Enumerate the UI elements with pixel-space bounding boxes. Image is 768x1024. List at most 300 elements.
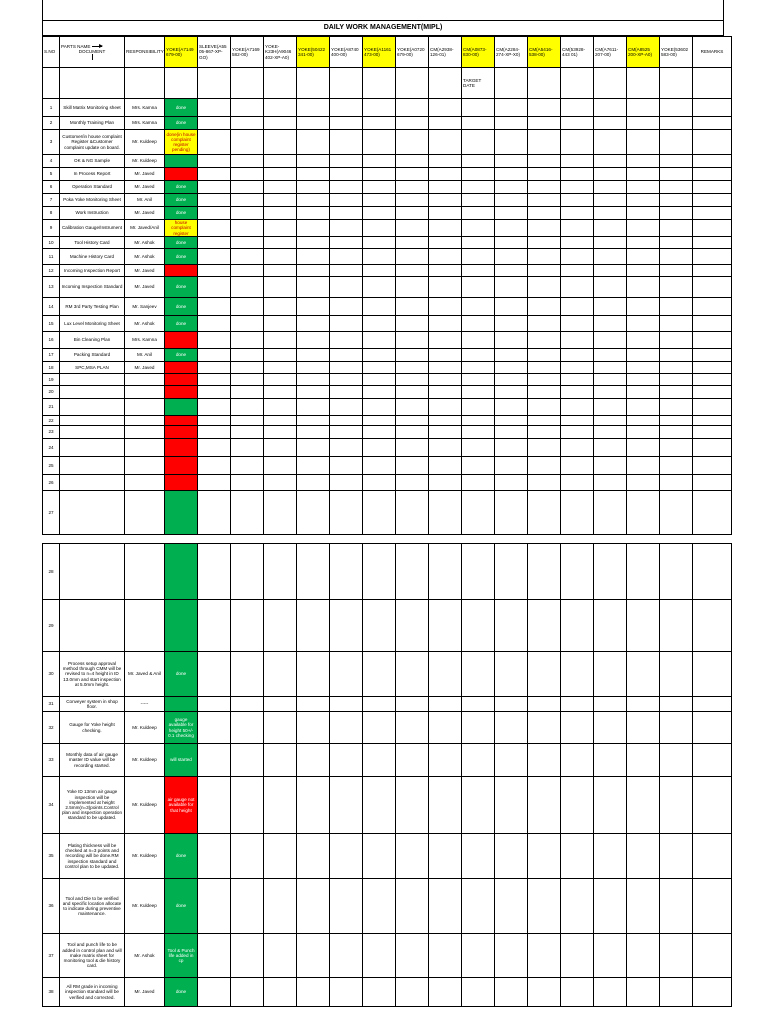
row-cell [528, 879, 561, 934]
row-cell [693, 316, 732, 332]
row-cell [429, 386, 462, 399]
row-cell [264, 117, 297, 130]
row-cell [198, 130, 231, 155]
row-cell [495, 298, 528, 316]
row-cell [429, 362, 462, 374]
row-cell [297, 332, 330, 349]
row-cell [693, 934, 732, 978]
row-cell [495, 220, 528, 237]
row-cell [660, 168, 693, 181]
row-cell [231, 249, 264, 265]
row-cell [660, 130, 693, 155]
row-cell [495, 249, 528, 265]
row-cell [264, 181, 297, 194]
row-cell [462, 265, 495, 277]
table-row [43, 934, 732, 978]
row-cell [462, 544, 495, 600]
row-document: Operation Standard [60, 181, 125, 194]
row-cell [660, 349, 693, 362]
row-cell [594, 117, 627, 130]
row-cell [693, 712, 732, 744]
row-cell [231, 491, 264, 535]
row-sno: 16 [43, 332, 60, 349]
table-row [43, 439, 732, 457]
row-cell [429, 416, 462, 426]
row-status: done [165, 249, 198, 265]
row-cell [297, 386, 330, 399]
row-cell [330, 277, 363, 298]
row-cell [528, 207, 561, 220]
row-cell [627, 117, 660, 130]
row-cell [231, 777, 264, 834]
target-date-row [43, 68, 732, 99]
row-cell [462, 934, 495, 978]
row-cell [264, 399, 297, 416]
row-cell [297, 362, 330, 374]
row-cell [660, 207, 693, 220]
row-cell [627, 99, 660, 117]
row-cell [561, 457, 594, 475]
row-cell [330, 194, 363, 207]
sheet-title: DAILY WORK MANAGEMENT(MIPL) [42, 21, 724, 36]
table-row [43, 332, 732, 349]
row-cell [528, 712, 561, 744]
row-cell [363, 879, 396, 934]
row-cell [396, 386, 429, 399]
row-status [165, 600, 198, 652]
row-cell [660, 439, 693, 457]
row-cell [660, 934, 693, 978]
row-responsibility [125, 399, 165, 416]
row-responsibility: Mr. Ashok [125, 237, 165, 249]
row-responsibility: ----- [125, 697, 165, 712]
row-cell [429, 744, 462, 777]
row-cell [429, 168, 462, 181]
header-part-10: CM(A2284-274-XP-X0) [495, 37, 528, 68]
row-cell [231, 298, 264, 316]
row-cell [363, 712, 396, 744]
header-part-4: YOKE(50422 341-00) [297, 37, 330, 68]
row-status [165, 439, 198, 457]
target-cell-18 [660, 68, 693, 99]
header-part-0: YOKE(A7149 679-00) [165, 37, 198, 68]
row-cell [198, 220, 231, 237]
table-row [43, 277, 732, 298]
row-cell [627, 475, 660, 491]
target-cell-3 [165, 68, 198, 99]
table-row [43, 744, 732, 777]
row-cell [363, 426, 396, 439]
row-sno: 18 [43, 362, 60, 374]
row-cell [264, 934, 297, 978]
row-cell [528, 349, 561, 362]
row-cell [528, 457, 561, 475]
row-cell [231, 374, 264, 386]
row-cell [594, 130, 627, 155]
row-cell [594, 834, 627, 879]
row-cell [264, 834, 297, 879]
row-cell [660, 426, 693, 439]
row-status: will started [165, 744, 198, 777]
row-cell [330, 374, 363, 386]
row-cell [693, 332, 732, 349]
table-row [43, 99, 732, 117]
row-cell [495, 697, 528, 712]
row-status [165, 362, 198, 374]
row-cell [198, 652, 231, 697]
row-cell [330, 130, 363, 155]
row-cell [264, 491, 297, 535]
row-document [60, 475, 125, 491]
row-cell [660, 399, 693, 416]
header-responsibility: RESPONSIBILITY [125, 37, 165, 68]
row-cell [594, 744, 627, 777]
row-cell [198, 491, 231, 535]
row-cell [264, 277, 297, 298]
row-cell [594, 237, 627, 249]
row-cell [297, 117, 330, 130]
row-cell [561, 249, 594, 265]
row-cell [693, 277, 732, 298]
row-document [60, 544, 125, 600]
row-status: done [165, 978, 198, 1007]
row-cell [429, 712, 462, 744]
row-cell [330, 99, 363, 117]
row-cell [660, 362, 693, 374]
row-cell [231, 600, 264, 652]
row-cell [396, 237, 429, 249]
row-cell [231, 155, 264, 168]
row-cell [495, 181, 528, 194]
row-cell [297, 168, 330, 181]
row-document: Calibration Gauge/Instrument [60, 220, 125, 237]
header-row [43, 37, 732, 68]
row-cell [627, 316, 660, 332]
table-row [43, 265, 732, 277]
row-cell [627, 362, 660, 374]
row-cell [594, 374, 627, 386]
row-cell [363, 237, 396, 249]
row-cell [660, 834, 693, 879]
row-cell [462, 777, 495, 834]
row-document [60, 426, 125, 439]
row-cell [297, 249, 330, 265]
row-cell [198, 249, 231, 265]
row-cell [528, 277, 561, 298]
row-cell [627, 744, 660, 777]
row-cell [594, 978, 627, 1007]
row-cell [264, 386, 297, 399]
header-part-11: CM(A5416-538-00) [528, 37, 561, 68]
row-responsibility: Mr. Kuldeep [125, 712, 165, 744]
row-cell [495, 277, 528, 298]
target-cell-14 [528, 68, 561, 99]
row-cell [363, 544, 396, 600]
row-cell [528, 181, 561, 194]
row-cell [396, 130, 429, 155]
target-cell-16 [594, 68, 627, 99]
row-cell [363, 697, 396, 712]
row-cell [330, 416, 363, 426]
row-cell [297, 298, 330, 316]
row-cell [396, 277, 429, 298]
row-cell [396, 194, 429, 207]
row-cell [231, 117, 264, 130]
table-row [43, 207, 732, 220]
row-document: Packing Standard [60, 349, 125, 362]
row-cell [627, 834, 660, 879]
row-cell [693, 237, 732, 249]
row-sno: 27 [43, 491, 60, 535]
row-cell [561, 426, 594, 439]
row-cell [495, 99, 528, 117]
row-cell [660, 652, 693, 697]
row-cell [462, 491, 495, 535]
row-cell [198, 181, 231, 194]
row-cell [462, 316, 495, 332]
row-cell [627, 457, 660, 475]
row-sno: 29 [43, 600, 60, 652]
table-row [43, 834, 732, 879]
table-row [43, 426, 732, 439]
row-cell [330, 934, 363, 978]
row-responsibility: Mrs. Kamna [125, 99, 165, 117]
row-cell [495, 652, 528, 697]
row-cell [594, 457, 627, 475]
row-cell [594, 544, 627, 600]
row-cell [264, 457, 297, 475]
table-row [43, 298, 732, 316]
row-cell [660, 491, 693, 535]
row-cell [330, 426, 363, 439]
row-cell [396, 265, 429, 277]
row-cell [528, 777, 561, 834]
row-responsibility: Mr. Javed [125, 277, 165, 298]
row-cell [264, 712, 297, 744]
row-cell [198, 155, 231, 168]
header-part-12: CM(53928-443 01) [561, 37, 594, 68]
header-remarks: REMARKS [693, 37, 732, 68]
row-cell [627, 777, 660, 834]
arrow-down-icon [92, 54, 93, 60]
row-cell [330, 155, 363, 168]
row-cell [528, 194, 561, 207]
row-cell [198, 600, 231, 652]
row-cell [660, 544, 693, 600]
row-cell [594, 155, 627, 168]
row-cell [330, 697, 363, 712]
row-cell [561, 362, 594, 374]
row-cell [297, 712, 330, 744]
row-cell [429, 777, 462, 834]
row-cell [594, 416, 627, 426]
row-cell [561, 652, 594, 697]
row-cell [297, 457, 330, 475]
row-cell [693, 544, 732, 600]
row-document: Plating thickness will be checked at n=3 points and recording will be done.RM inspection standard and control plan to be updated. [60, 834, 125, 879]
row-cell [429, 934, 462, 978]
row-cell [495, 265, 528, 277]
row-document: Monthly data of air gauge master ID value will be recording started. [60, 744, 125, 777]
row-cell [429, 426, 462, 439]
row-status: done [165, 879, 198, 934]
row-cell [330, 220, 363, 237]
row-cell [429, 117, 462, 130]
row-status [165, 457, 198, 475]
row-sno: 24 [43, 439, 60, 457]
row-cell [462, 168, 495, 181]
row-cell [528, 117, 561, 130]
row-cell [429, 457, 462, 475]
row-cell [495, 374, 528, 386]
row-document: Machine History Card [60, 249, 125, 265]
row-cell [231, 316, 264, 332]
row-cell [429, 374, 462, 386]
row-cell [594, 362, 627, 374]
row-sno: 10 [43, 237, 60, 249]
row-cell [231, 439, 264, 457]
row-cell [528, 934, 561, 978]
row-cell [264, 220, 297, 237]
row-cell [594, 600, 627, 652]
row-cell [528, 399, 561, 416]
row-document: Tool History Card [60, 237, 125, 249]
row-sno: 36 [43, 879, 60, 934]
row-cell [264, 349, 297, 362]
header-part-14: CM(A8525 200-XP-A0) [627, 37, 660, 68]
row-cell [231, 181, 264, 194]
row-cell [396, 426, 429, 439]
row-cell [363, 207, 396, 220]
row-cell [594, 386, 627, 399]
row-sno: 25 [43, 457, 60, 475]
row-cell [264, 237, 297, 249]
table-row [43, 712, 732, 744]
row-cell [231, 207, 264, 220]
row-cell [264, 265, 297, 277]
row-cell [528, 834, 561, 879]
target-cell-7 [297, 68, 330, 99]
row-sno: 32 [43, 712, 60, 744]
row-cell [198, 117, 231, 130]
row-cell [231, 834, 264, 879]
row-responsibility [125, 416, 165, 426]
row-cell [462, 249, 495, 265]
row-cell [231, 744, 264, 777]
row-cell [528, 168, 561, 181]
table-row [43, 349, 732, 362]
header-part-8: CM(A2938-126-01) [429, 37, 462, 68]
row-cell [264, 168, 297, 181]
row-cell [594, 298, 627, 316]
row-cell [363, 249, 396, 265]
row-cell [231, 879, 264, 934]
row-cell [330, 475, 363, 491]
row-cell [264, 207, 297, 220]
row-cell [264, 316, 297, 332]
row-cell [231, 457, 264, 475]
row-cell [528, 544, 561, 600]
row-cell [462, 697, 495, 712]
header-part-5: YOKE(A8740 400-00) [330, 37, 363, 68]
row-cell [462, 207, 495, 220]
row-cell [693, 207, 732, 220]
row-sno: 28 [43, 544, 60, 600]
row-cell [594, 277, 627, 298]
header-part-15: YOKE(53602 583-00) [660, 37, 693, 68]
row-cell [264, 544, 297, 600]
row-cell [297, 439, 330, 457]
table-row [43, 130, 732, 155]
row-status: done [165, 207, 198, 220]
row-cell [660, 416, 693, 426]
row-cell [528, 374, 561, 386]
row-cell [627, 934, 660, 978]
row-cell [363, 386, 396, 399]
row-cell [462, 374, 495, 386]
row-responsibility [125, 457, 165, 475]
row-status: done [165, 298, 198, 316]
row-cell [561, 316, 594, 332]
row-sno: 5 [43, 168, 60, 181]
row-cell [429, 220, 462, 237]
row-cell [231, 416, 264, 426]
row-cell [198, 834, 231, 879]
row-cell [363, 834, 396, 879]
row-cell [495, 834, 528, 879]
row-document [60, 386, 125, 399]
row-cell [495, 934, 528, 978]
row-cell [330, 168, 363, 181]
row-cell [693, 399, 732, 416]
row-cell [627, 220, 660, 237]
header-part-3: YOKE-K23H(A9046 402-XP-A0) [264, 37, 297, 68]
row-cell [396, 181, 429, 194]
row-cell [660, 712, 693, 744]
row-cell [330, 712, 363, 744]
row-status [165, 168, 198, 181]
row-document: Bin Cleaning Plan [60, 332, 125, 349]
row-cell [264, 99, 297, 117]
row-cell [396, 879, 429, 934]
table-row [43, 362, 732, 374]
row-cell [429, 237, 462, 249]
row-cell [231, 194, 264, 207]
row-cell [330, 439, 363, 457]
row-cell [330, 600, 363, 652]
row-cell [330, 491, 363, 535]
table-row [43, 399, 732, 416]
row-cell [693, 374, 732, 386]
row-responsibility: Mr. Javed & Anil [125, 652, 165, 697]
row-cell [363, 332, 396, 349]
row-cell [396, 316, 429, 332]
row-cell [495, 600, 528, 652]
row-cell [363, 117, 396, 130]
row-cell [198, 426, 231, 439]
row-document: Skill Matrix Monitoring sheet [60, 99, 125, 117]
target-cell-13 [495, 68, 528, 99]
row-cell [297, 349, 330, 362]
row-cell [660, 220, 693, 237]
row-cell [198, 168, 231, 181]
header-parts-name: PARTS NAME [61, 44, 123, 49]
row-cell [495, 168, 528, 181]
row-cell [363, 600, 396, 652]
row-cell [297, 600, 330, 652]
row-cell [231, 237, 264, 249]
row-cell [330, 744, 363, 777]
